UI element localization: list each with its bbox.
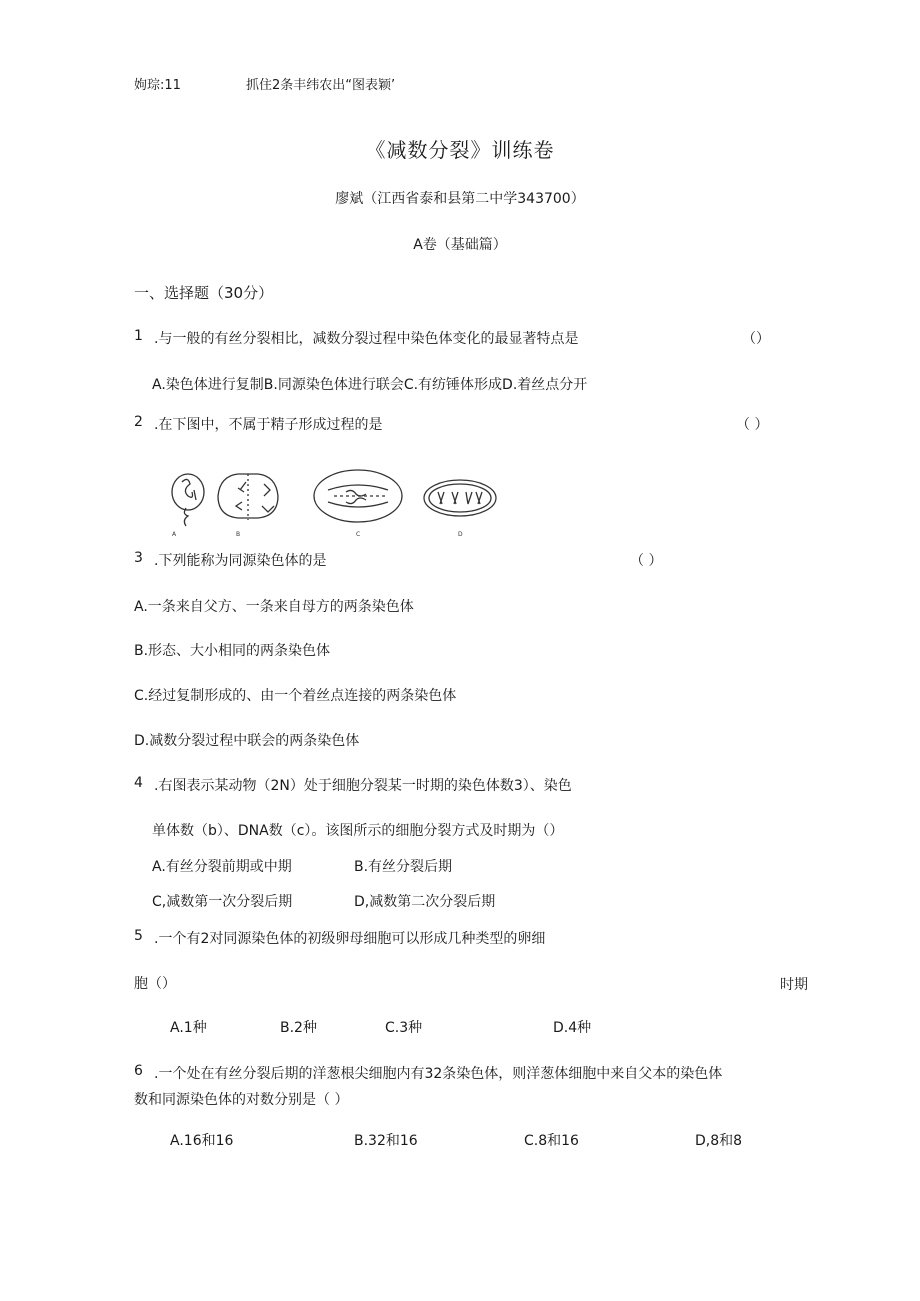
- cell-diagram-d: [424, 480, 496, 516]
- q5-stem-line2: 胞（）: [134, 976, 176, 992]
- q4-stem-line2: 单体数（b）、DNA数（c）。该图所示的细胞分裂方式及时期为（）: [152, 823, 564, 839]
- q5-option-a: A.1种: [170, 1020, 207, 1036]
- q5-option-b: B.2种: [280, 1020, 317, 1036]
- q5-stem-line1: .一个有2对同源染色体的初级卵母细胞可以形成几种类型的卵细: [154, 931, 546, 947]
- q3-option-c: C.经过复制形成的、由一个着丝点连接的两条染色体: [134, 688, 457, 704]
- q5-option-c: C.3种: [385, 1020, 423, 1036]
- q3-option-a: A.一条来自父方、一条来自母方的两条染色体: [134, 599, 414, 615]
- q4-option-a: A.有丝分裂前期或中期: [152, 859, 292, 875]
- q4-stem-line1: .右图表示某动物（2N）处于细胞分裂某一时期的染色体数3）、染色: [154, 778, 572, 794]
- q6-option-b: B.32和16: [354, 1133, 418, 1149]
- q2-number: 2: [134, 414, 143, 430]
- q6-option-a: A.16和16: [170, 1133, 234, 1149]
- q1-options: A.染色体进行复制B.同源染色体进行联会C.有纺锤体形成D.着丝点分开: [152, 377, 588, 393]
- q2-cell-diagrams: [168, 462, 504, 540]
- q4-option-c: C,减数第一次分裂后期: [152, 894, 293, 910]
- q5-side-label: 时期: [780, 977, 808, 993]
- q3-option-d: D.减数分裂过程中联会的两条染色体: [134, 733, 360, 749]
- page-title: 《减数分裂》训练卷: [365, 138, 555, 162]
- q3-number: 3: [134, 550, 143, 566]
- section-heading: 一、选择题（30分）: [134, 284, 274, 302]
- fig-label-d: D: [458, 531, 463, 538]
- q1-answer-paren: （）: [742, 331, 770, 347]
- q3-answer-paren: （ ）: [630, 553, 663, 569]
- q4-option-b: B.有丝分裂后期: [354, 859, 453, 875]
- fig-label-c: C: [356, 531, 361, 538]
- q2-stem: .在下图中，不属于精子形成过程的是: [154, 417, 383, 433]
- q5-option-d: D.4种: [553, 1020, 592, 1036]
- fig-label-b: B: [236, 531, 241, 538]
- cell-diagram-b: [218, 474, 278, 520]
- q6-number: 6: [134, 1063, 143, 1079]
- q1-stem: .与一般的有丝分裂相比，减数分裂过程中染色体变化的最显著特点是: [154, 331, 579, 347]
- q5-number: 5: [134, 928, 143, 944]
- q6-stem-line2: 数和同源染色体的对数分别是（ ）: [134, 1092, 349, 1108]
- q3-option-b: B.形态、大小相同的两条染色体: [134, 643, 331, 659]
- part-heading: A卷（基础篇）: [413, 237, 507, 253]
- header-left: 姁琮:11: [134, 78, 181, 93]
- q3-stem: .下列能称为同源染色体的是: [154, 553, 327, 569]
- q4-number: 4: [134, 775, 143, 791]
- q2-answer-paren: （ ）: [736, 417, 769, 433]
- fig-label-a: A: [172, 531, 177, 538]
- q6-option-d: D,8和8: [695, 1133, 743, 1149]
- q4-option-d: D,减数第二次分裂后期: [354, 894, 496, 910]
- q6-option-c: C.8和16: [524, 1133, 579, 1149]
- author-line: 廖斌（江西省泰和县第二中学343700）: [335, 191, 585, 207]
- cell-diagram-c: [314, 470, 402, 522]
- header-middle: 抓住2条丰纬农出“图表颖’: [246, 78, 396, 93]
- q6-stem-line1: .一个处在有丝分裂后期的洋葱根尖细胞内有32条染色体，则洋葱体细胞中来自父本的染色体: [154, 1066, 723, 1082]
- q1-number: 1: [134, 328, 143, 344]
- cell-diagram-a: [172, 474, 204, 526]
